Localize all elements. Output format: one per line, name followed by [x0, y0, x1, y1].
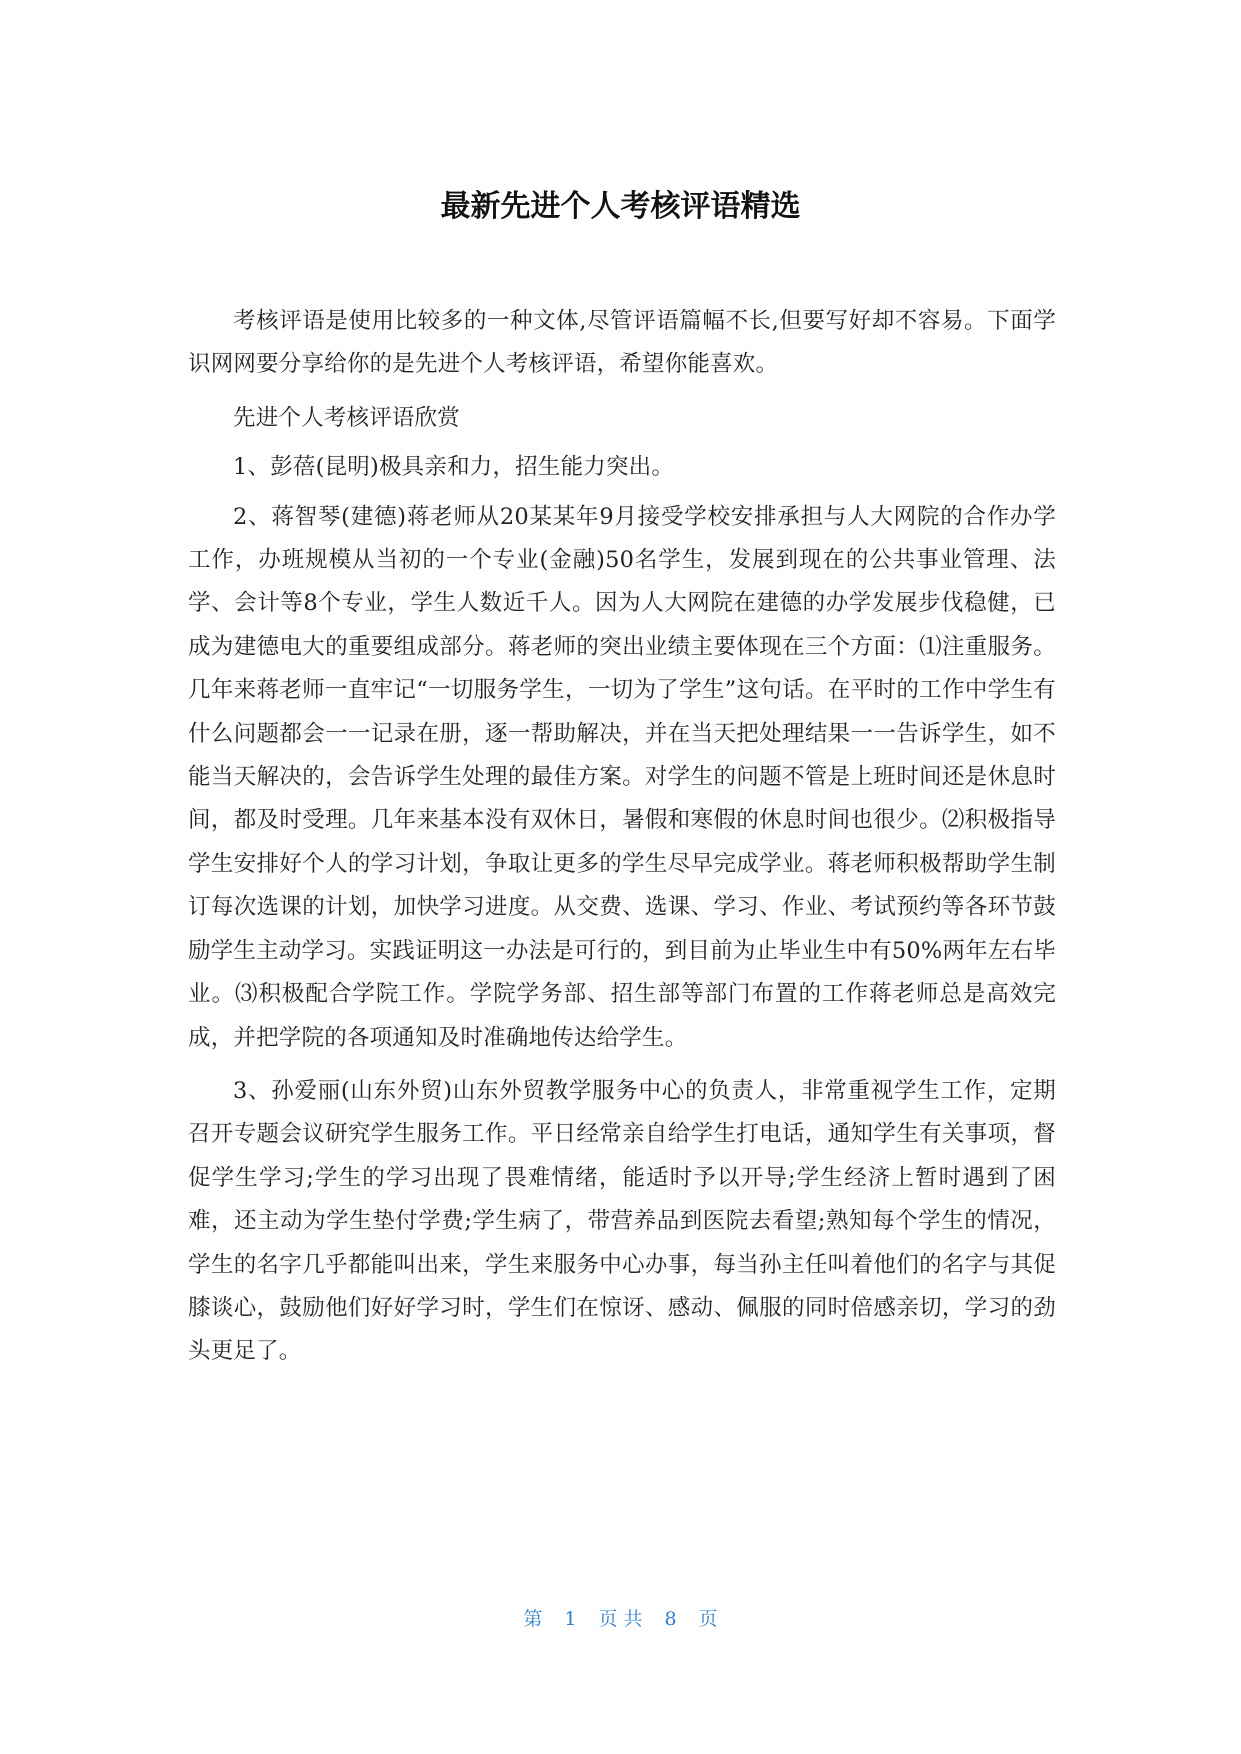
- footer-middle: 页 共: [598, 1608, 643, 1630]
- intro-paragraph: 考核评语是使用比较多的一种文体,尽管评语篇幅不长,但要写好却不容易。下面学识网网要分享给你的是先进个人考核评语，希望你能喜欢。: [188, 308, 1056, 378]
- footer-total-pages: 8: [664, 1608, 677, 1630]
- footer-current-page: 1: [564, 1608, 577, 1630]
- list-item-3: 3、孙爱丽(山东外贸)山东外贸教学服务中心的负责人，非常重视学生工作，定期召开专题会议研究学生服务工作。平日经常亲自给学生打电话，通知学生有关事项，督促学生学习;学生的学习出现了畏难情绪，能适时予以开导;学生经济上暂时遇到了困难，还主动为学生垫付学费;学生病了，带营养品到医院去看望;熟知每个学生的情况，学生的名字几乎都能叫出来，学生来服务中心办事，每当孙主任叫着他们的名字与其促膝谈心，鼓励他们好好学习时，学生们在惊讶、感动、佩服的同时倍感亲切，学习的劲头更足了。: [188, 1077, 1056, 1365]
- document-body: [188, 300, 1056, 1384]
- document-title: 最新先进个人考核评语精选: [440, 189, 801, 224]
- page-footer: [0, 1606, 1241, 1632]
- footer-prefix: 第: [523, 1608, 543, 1630]
- section-heading: 先进个人考核评语欣赏: [233, 404, 461, 431]
- list-item-1: 1、彭蓓(昆明)极具亲和力，招生能力突出。: [233, 454, 675, 481]
- footer-suffix: 页: [698, 1608, 718, 1630]
- list-item-2: 2、蒋智琴(建德)蒋老师从20某某年9月接受学校安排承担与人大网院的合作办学工作，办班规模从当初的一个专业(金融)50名学生，发展到现在的公共事业管理、法学、会计等8个专业，学生人数近千人。因为人大网院在建德的办学发展步伐稳健，已成为建德电大的重要组成部分。蒋老师的突出业绩主要体现在三个方面：⑴注重服务。几年来蒋老师一直牢记“一切服务学生，一切为了学生”这句话。在平时的工作中学生有什么问题都会一一记录在册，逐一帮助解决，并在当天把处理结果一一告诉学生，如不能当天解决的，会告诉学生处理的最佳方案。对学生的问题不管是上班时间还是休息时间，都及时受理。几年来基本没有双休日，暑假和寒假的休息时间也很少。⑵积极指导学生安排好个人的学习计划，争取让更多的学生尽早完成学业。蒋老师积极帮助学生制订每次选课的计划，加快学习进度。从交费、选课、学习、作业、考试预约等各环节鼓励学生主动学习。实践证明这一办法是可行的，到目前为止毕业生中有50%两年左右毕业。⑶积极配合学院工作。学院学务部、招生部等部门布置的工作蒋老师总是高效完成，并把学院的各项通知及时准确地传达给学生。: [188, 503, 1056, 1051]
